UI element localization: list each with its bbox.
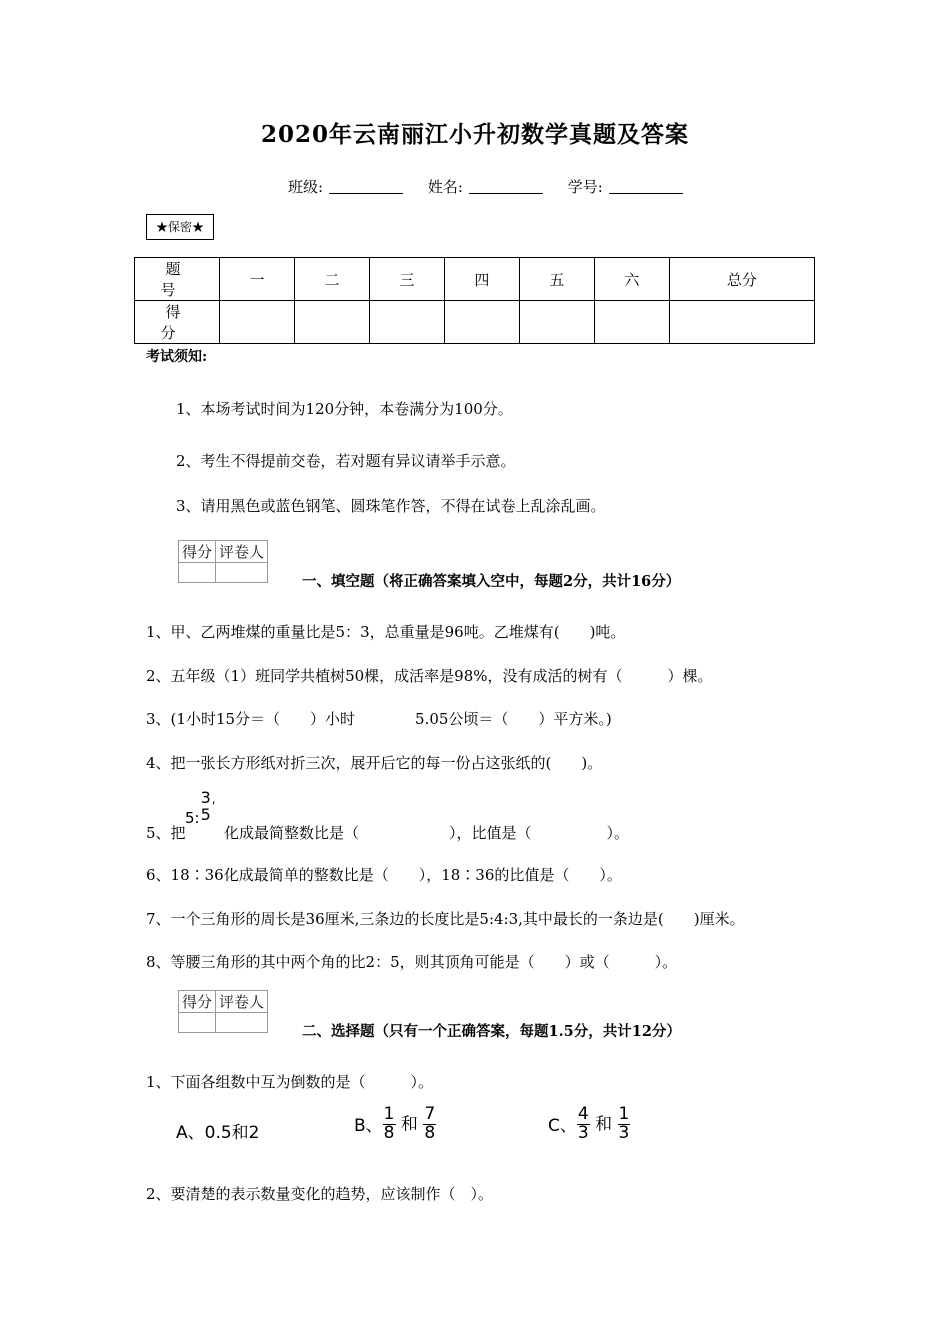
option-c[interactable] [548, 1106, 630, 1143]
fraction-denominator: 8 [424, 1122, 436, 1143]
option-b-label: B、 [354, 1116, 383, 1137]
fraction-numerator: 3 [200, 788, 211, 807]
question: 8、等腰三角形的其中两个角的比2：5，则其顶角可能是（ ）或（ ）。 [146, 953, 678, 971]
question: 3、(1小时15分＝（ ）小时 5.05公顷＝（ ）平方米。) [146, 710, 612, 728]
question: 2、五年级（1）班同学共植树50棵，成活率是98%，没有成活的树有（ ）棵。 [146, 667, 713, 685]
grader-box-grader-label: 评卷人 [216, 991, 268, 1013]
score-table-row1-header: 题 号 [135, 258, 220, 301]
fraction-numerator: 1 [383, 1104, 395, 1124]
name-label: 姓名: [427, 178, 463, 196]
class-blank[interactable] [329, 179, 403, 194]
score-cell[interactable] [220, 301, 295, 344]
grader-box-cell[interactable] [216, 563, 268, 583]
score-col-total: 总分 [669, 258, 814, 301]
option-b[interactable] [354, 1106, 436, 1143]
section1-title: 一、填空题（将正确答案填入空中，每题2分，共计16分） [302, 573, 681, 590]
score-cell[interactable] [519, 301, 594, 344]
option-c-fraction-2 [618, 1106, 631, 1143]
score-cell[interactable] [294, 301, 369, 344]
grader-box [178, 990, 268, 1033]
score-cell[interactable] [369, 301, 444, 344]
id-label: 学号: [567, 178, 603, 196]
fraction-denominator: 5 [200, 804, 211, 824]
option-b-and: 和 [400, 1114, 418, 1135]
question: 2、要清楚的表示数量变化的趋势，应该制作（ ）。 [146, 1185, 494, 1203]
fraction-tick: , [211, 792, 216, 807]
grader-box-cell[interactable] [179, 1013, 216, 1033]
score-table-score-row [135, 301, 815, 344]
ratio-fraction [200, 790, 212, 824]
score-table-header-row [135, 258, 815, 301]
fraction-numerator: 4 [577, 1104, 589, 1124]
score-cell[interactable] [669, 301, 814, 344]
grader-box-score-label: 得分 [179, 991, 216, 1013]
question-5-ratio [185, 788, 216, 828]
grader-box-cell[interactable] [179, 563, 216, 583]
score-col-2: 二 [294, 258, 369, 301]
fraction-denominator: 3 [618, 1122, 630, 1143]
student-info [288, 176, 689, 197]
grader-box-grader-label: 评卷人 [216, 541, 268, 563]
option-b-fraction-2 [423, 1106, 436, 1143]
fraction-numerator: 7 [424, 1104, 436, 1124]
option-c-fraction-1 [577, 1106, 590, 1143]
score-cell[interactable] [594, 301, 669, 344]
question: 4、把一张长方形纸对折三次，展开后它的每一份占这张纸的( )。 [146, 754, 603, 772]
score-col-5: 五 [519, 258, 594, 301]
page-title: 2020年云南丽江小升初数学真题及答案 [260, 121, 689, 148]
question: 6、18∶36化成最简单的整数比是（ ），18∶36的比值是（ ）。 [146, 866, 622, 884]
score-cell[interactable] [444, 301, 519, 344]
score-col-3: 三 [369, 258, 444, 301]
confidential-tag: ★保密★ [146, 214, 214, 240]
notice-item: 1、本场考试时间为120分钟，本卷满分为100分。 [176, 400, 513, 418]
score-col-6: 六 [594, 258, 669, 301]
ratio-lead: 5: [185, 809, 200, 828]
class-label: 班级: [288, 178, 324, 196]
question: 1、下面各组数中互为倒数的是（ ）。 [146, 1073, 434, 1091]
option-c-and: 和 [595, 1114, 613, 1135]
grader-box [178, 540, 268, 583]
notice-title: 考试须知: [146, 349, 208, 365]
grader-box-cell[interactable] [216, 1013, 268, 1033]
question-5-prefix: 5、把 [146, 824, 186, 842]
name-blank[interactable] [469, 179, 543, 194]
score-col-4: 四 [444, 258, 519, 301]
fraction-denominator: 3 [577, 1122, 589, 1143]
notice-item: 2、考生不得提前交卷，若对题有异议请举手示意。 [176, 452, 516, 470]
question: 1、甲、乙两堆煤的重量比是5：3，总重量是96吨。乙堆煤有( )吨。 [146, 623, 626, 641]
question: 7、一个三角形的周长是36厘米,三条边的长度比是5:4:3,其中最长的一条边是( )厘米。 [146, 910, 745, 928]
fraction-numerator: 1 [618, 1104, 630, 1124]
section2-title: 二、选择题（只有一个正确答案，每题1.5分，共计12分） [302, 1023, 681, 1040]
fraction-denominator: 8 [383, 1122, 395, 1143]
score-table-row2-header: 得 分 [135, 301, 220, 344]
option-a[interactable]: A、0.5和2 [176, 1123, 260, 1143]
question-5-tail: 化成最简整数比是（ ），比值是（ ）。 [224, 824, 630, 842]
notice-item: 3、请用黑色或蓝色钢笔、圆珠笔作答，不得在试卷上乱涂乱画。 [176, 497, 606, 515]
option-c-label: C、 [548, 1116, 577, 1137]
option-b-fraction-1 [383, 1106, 396, 1143]
grader-box-score-label: 得分 [179, 541, 216, 563]
score-table [134, 257, 815, 344]
id-blank[interactable] [609, 179, 683, 194]
score-col-1: 一 [220, 258, 295, 301]
